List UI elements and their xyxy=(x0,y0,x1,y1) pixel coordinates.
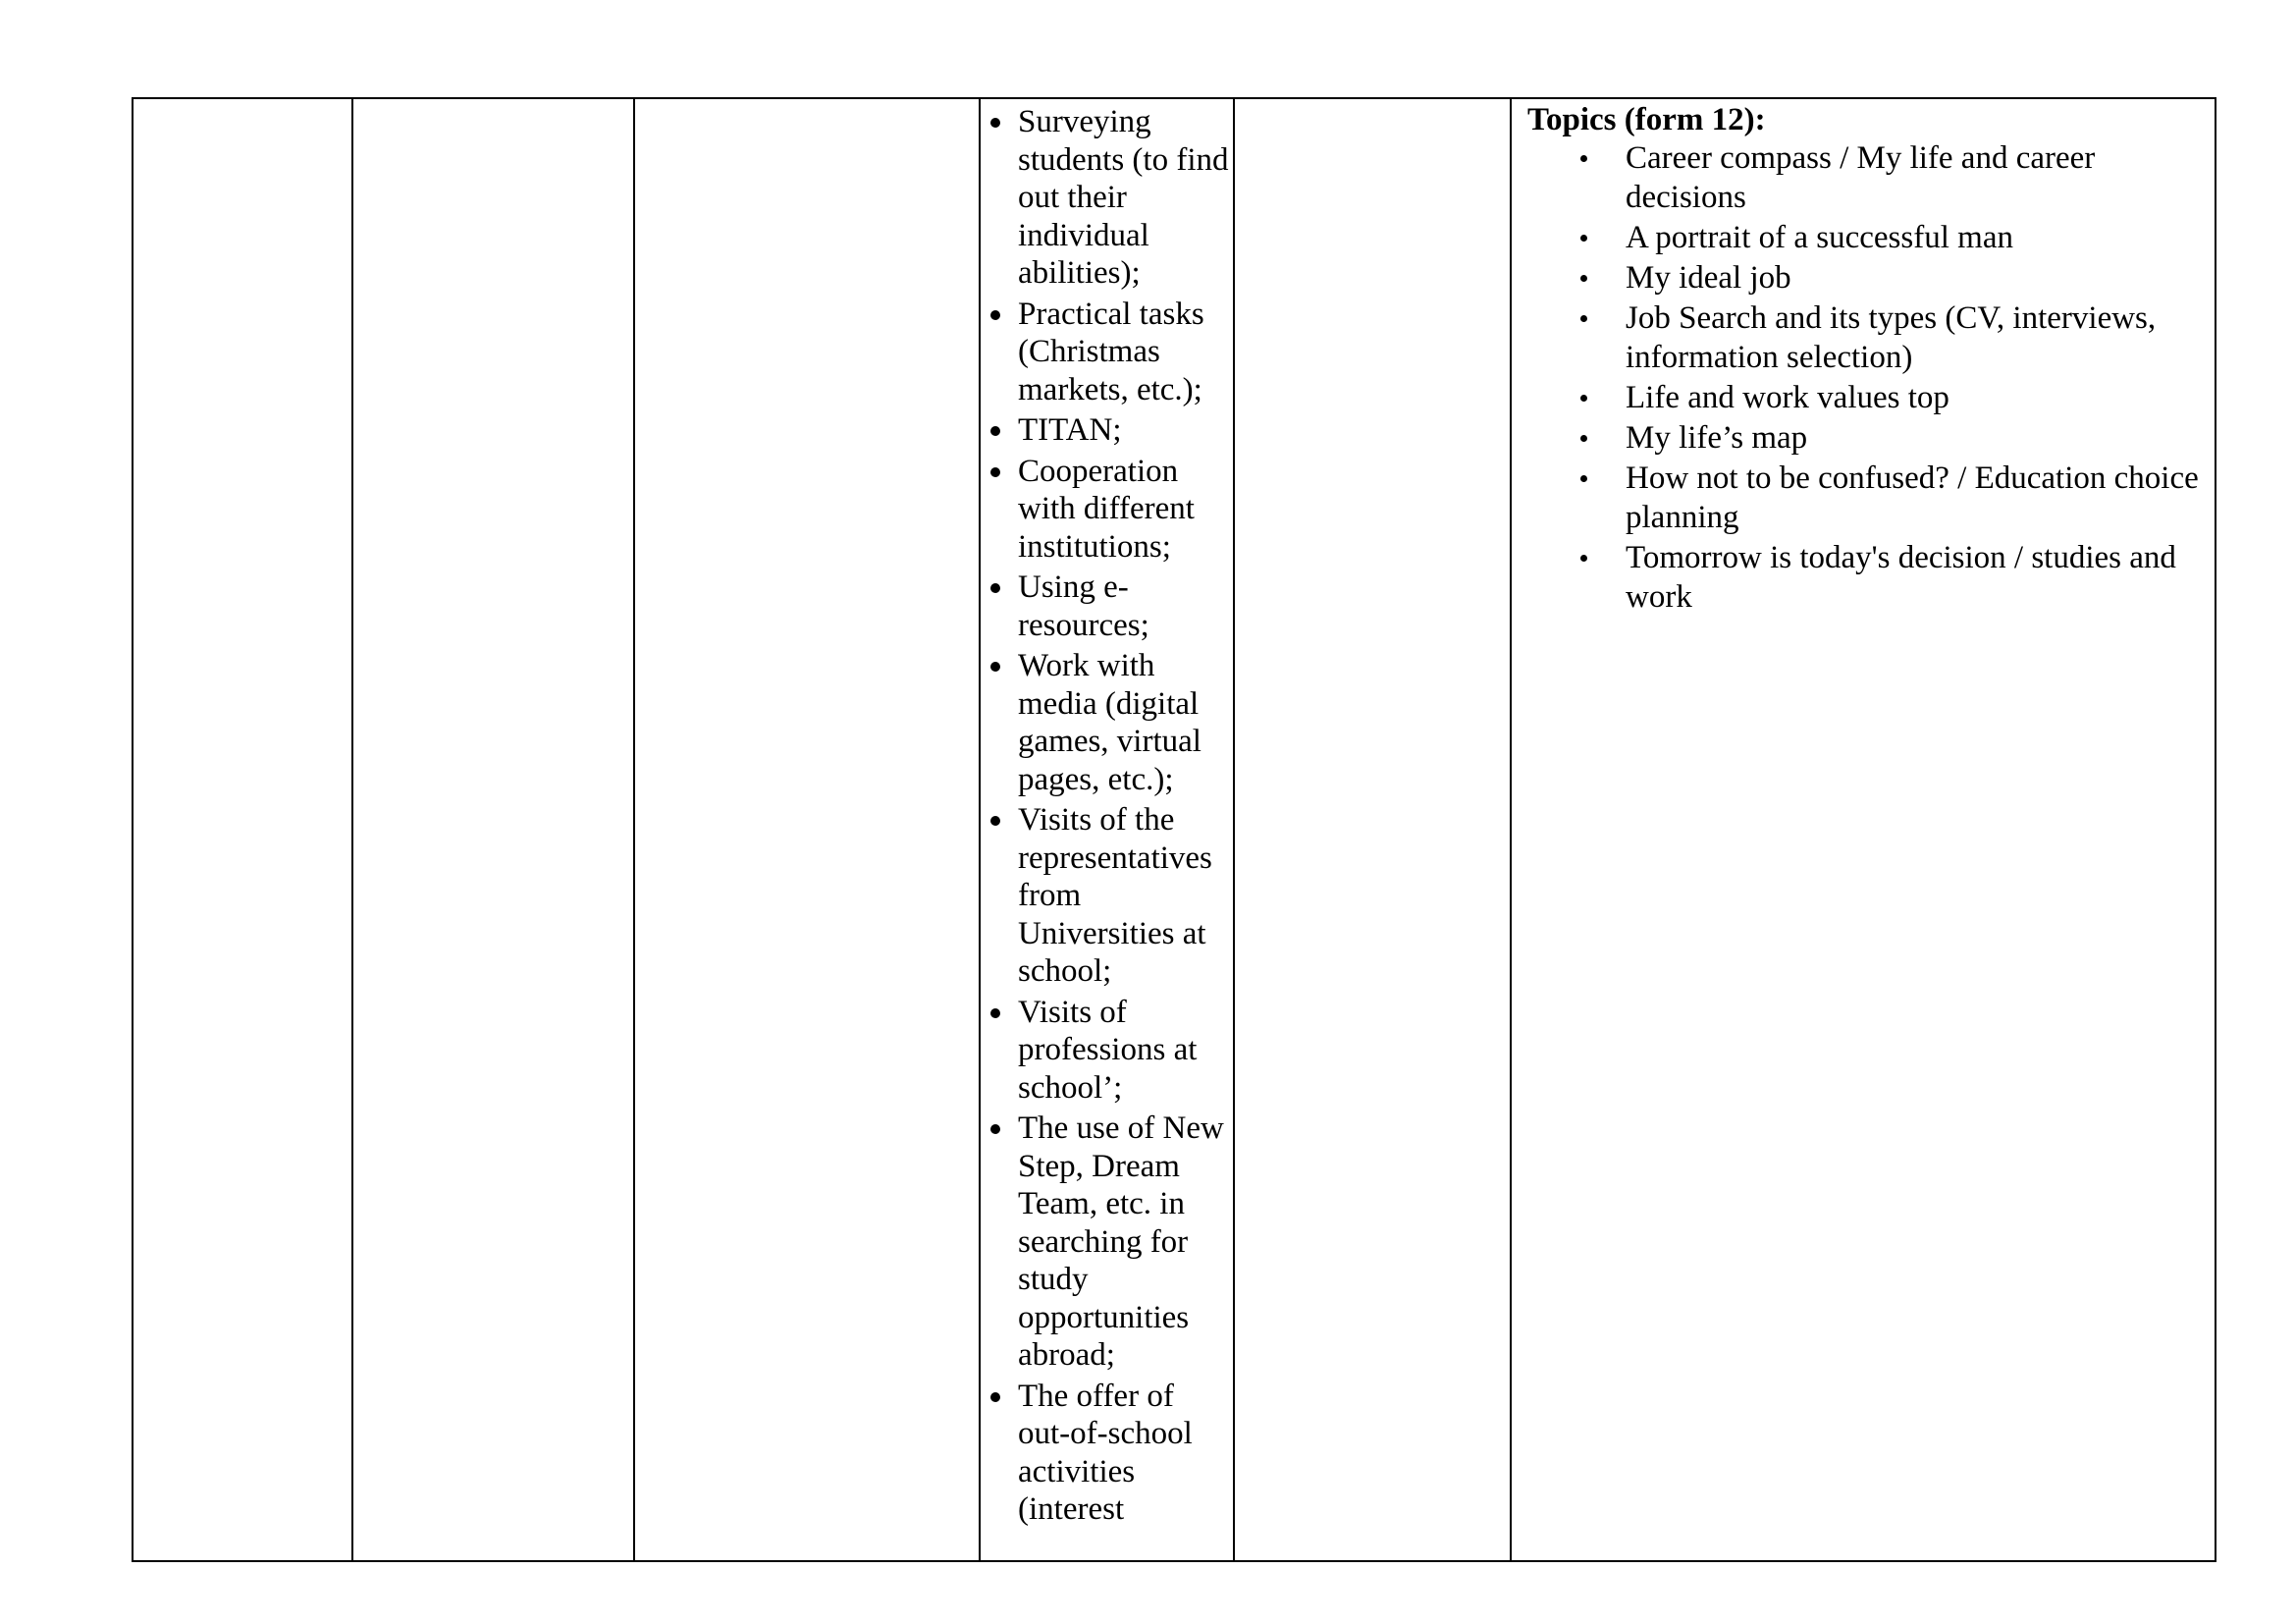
list-item xyxy=(1527,459,2205,537)
topic-text: A portrait of a successful man xyxy=(1626,220,2013,255)
method-text: Work with media (digital games, virtual pages, etc.); xyxy=(1018,648,1201,797)
bullet-icon xyxy=(1580,395,1587,402)
bullet-icon xyxy=(1580,435,1587,442)
bullet-icon xyxy=(1580,275,1587,282)
list-item xyxy=(1527,298,2205,377)
table-cell-empty-3 xyxy=(634,98,980,1561)
table-cell-empty-5 xyxy=(1234,98,1511,1561)
list-item xyxy=(981,1378,1233,1529)
list-item xyxy=(1527,418,2205,458)
bullet-icon xyxy=(990,1008,1000,1018)
topics-heading: Topics (form 12): xyxy=(1527,102,1766,137)
list-item xyxy=(981,411,1233,450)
list-item xyxy=(981,994,1233,1108)
list-item xyxy=(981,801,1233,991)
list-item xyxy=(1527,218,2205,257)
list-item xyxy=(1527,378,2205,417)
bullet-icon xyxy=(1580,555,1587,562)
method-text: Visits of professions at school’; xyxy=(1018,994,1198,1106)
bullet-icon xyxy=(990,816,1000,826)
list-item xyxy=(1527,538,2205,617)
method-text: The use of New Step, Dream Team, etc. in searching for study opportunities abroad; xyxy=(1018,1110,1224,1373)
bullet-icon xyxy=(990,310,1000,320)
bullet-icon xyxy=(990,1392,1000,1402)
bullet-icon xyxy=(1580,475,1587,482)
bullet-icon xyxy=(990,467,1000,477)
list-item xyxy=(981,296,1233,409)
topic-text: My life’s map xyxy=(1626,420,1808,456)
list-item xyxy=(981,568,1233,644)
topics-list xyxy=(1527,138,2205,617)
method-text: The offer of out-of-school activities (interest xyxy=(1018,1378,1193,1527)
method-text: Practical tasks (Christmas markets, etc.); xyxy=(1018,296,1204,407)
bullet-icon xyxy=(990,118,1000,128)
table-cell-methods xyxy=(980,98,1234,1561)
list-item xyxy=(981,1110,1233,1375)
topic-text: Life and work values top xyxy=(1626,380,1949,415)
bullet-icon xyxy=(1580,155,1587,162)
methods-list xyxy=(981,99,1233,1529)
list-item xyxy=(981,453,1233,567)
list-item xyxy=(1527,138,2205,217)
document-table xyxy=(132,97,2216,1562)
bullet-icon xyxy=(1580,315,1587,322)
topic-text: Tomorrow is today's decision / studies and work xyxy=(1626,540,2176,615)
method-text: Surveying students (to find out their individual abilities); xyxy=(1018,104,1229,291)
method-text: Using e-resources; xyxy=(1018,569,1149,643)
topic-text: How not to be confused? / Education choice planning xyxy=(1626,460,2199,535)
list-item xyxy=(981,647,1233,798)
topic-text: My ideal job xyxy=(1626,260,1791,296)
bullet-icon xyxy=(990,1124,1000,1134)
table-cell-topics xyxy=(1511,98,2216,1561)
table-cell-empty-2 xyxy=(352,98,634,1561)
table-row xyxy=(133,98,2216,1561)
method-text: Cooperation with different institutions; xyxy=(1018,453,1195,565)
list-item xyxy=(981,103,1233,293)
bullet-icon xyxy=(990,426,1000,436)
bullet-icon xyxy=(990,662,1000,672)
method-text: Visits of the representatives from Universities at school; xyxy=(1018,802,1212,989)
bullet-icon xyxy=(990,583,1000,593)
table-cell-empty-1 xyxy=(133,98,352,1561)
bullet-icon xyxy=(1580,235,1587,242)
list-item xyxy=(1527,258,2205,298)
method-text: TITAN; xyxy=(1018,412,1122,448)
topic-text: Career compass / My life and career decisions xyxy=(1626,140,2096,215)
topic-text: Job Search and its types (CV, interviews, information selection) xyxy=(1626,300,2157,375)
